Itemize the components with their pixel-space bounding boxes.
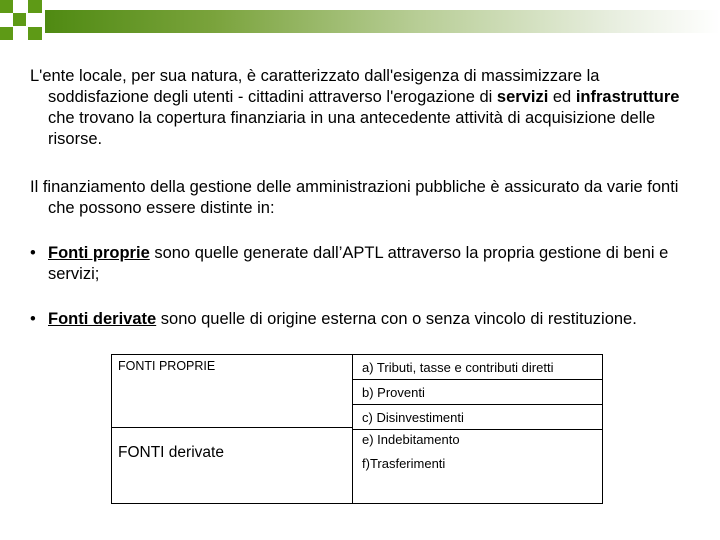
table-cell-fonti-proprie (112, 355, 353, 428)
bullet-body: sono quelle di origine esterna con o senza vincolo di restituzione. (156, 310, 637, 328)
bullet-marker: • (30, 244, 36, 262)
table-cell-text: c) Disinvestimenti (362, 410, 464, 425)
sources-table (111, 354, 603, 504)
table-cell-right (353, 405, 602, 430)
intro-text: che trovano la copertura finanziaria in una antecedente attività di acquisizione delle risorse. (48, 109, 656, 148)
bullet-item (30, 243, 680, 285)
table-cell-text: a) Tributi, tasse e contributi diretti (362, 360, 554, 375)
bullet-heading: Fonti derivate (48, 310, 157, 328)
deco-square (13, 13, 26, 26)
table-cell-text: b) Proventi (362, 385, 425, 400)
table-label: FONTI PROPRIE (118, 359, 216, 373)
deco-square (28, 0, 42, 13)
intro-bold-servizi: servizi (496, 88, 549, 106)
financing-paragraph: Il finanziamento della gestione delle amministrazioni pubbliche è assicurato da varie fonti che possono essere distinte in: (30, 178, 679, 217)
deco-square (0, 27, 13, 40)
bullet-text (48, 309, 680, 330)
deco-square (0, 0, 13, 13)
table-cell-right (353, 355, 602, 380)
table-cell-right (353, 380, 602, 405)
bullet-marker: • (30, 310, 36, 328)
bullet-item (30, 309, 680, 330)
table-label: FONTI derivate (118, 444, 224, 461)
intro-text: L'ente locale, per sua natura, è caratterizzato dall'esigenza di massimizzare la soddisfazione degli utenti - cittadini attraverso l'erogazione di (30, 67, 600, 106)
intro-text: ed (548, 88, 576, 106)
table-cell-text: e) Indebitamento (362, 432, 460, 447)
intro-bold-infrastrutture: infrastrutture (575, 88, 680, 106)
header-gradient-bar (45, 10, 720, 33)
deco-square (28, 27, 42, 40)
header-decoration (0, 0, 720, 60)
bullet-body: sono quelle generate dall’APTL attraverso la propria gestione di beni e servizi; (48, 244, 669, 283)
bullet-heading: Fonti proprie (48, 244, 150, 262)
table-cell-right (353, 430, 602, 502)
bullet-text (48, 243, 680, 285)
table-cell-fonti-derivate (112, 428, 353, 503)
intro-paragraph (30, 66, 688, 150)
table-cell-text: f)Trasferimenti (362, 456, 446, 471)
